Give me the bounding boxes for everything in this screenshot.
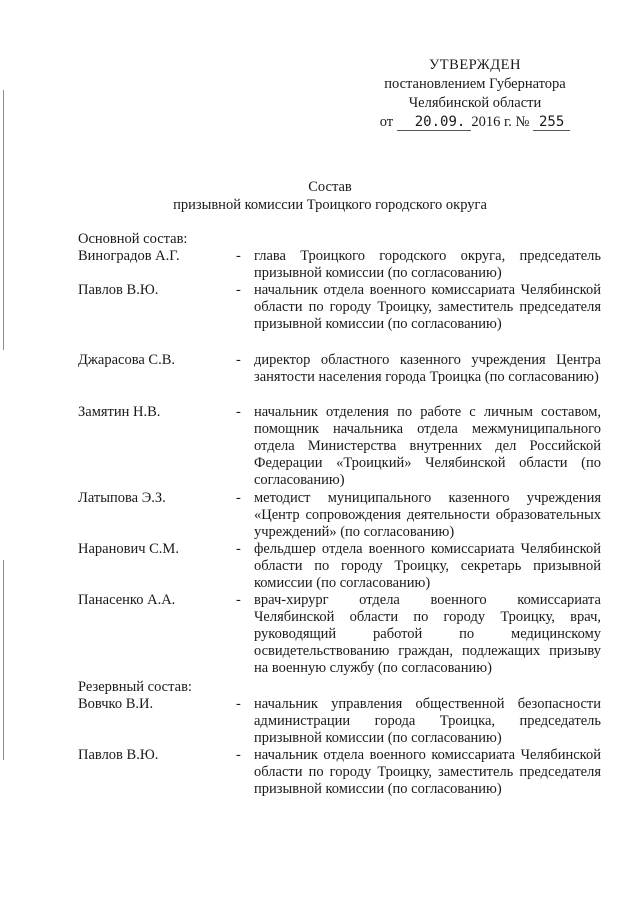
member-name: Павлов В.Ю. — [78, 282, 159, 298]
decree-number: 255 — [533, 114, 570, 131]
member-position: глава Троицкого городского округа, председатель призывной комиссии (по согласованию) — [254, 248, 601, 281]
member-dash: - — [236, 592, 241, 608]
member-position: фельдшер отдела военного комиссариата Челябинской области по городу Троицку, секретарь призывной комиссии (по согласованию) — [254, 541, 601, 591]
member-name: Виноградов А.Г. — [78, 248, 180, 264]
member-dash: - — [236, 352, 241, 368]
member-dash: - — [236, 490, 241, 506]
member-position: врач-хирург отдела военного комиссариата Челябинской области по городу Троицку, врач, руководящий работой по медицинскому освидетельствованию граждан, подлежащих призыву на военную службу (по согласованию) — [254, 592, 601, 676]
member-name: Замятин Н.В. — [78, 404, 161, 420]
member-name: Панасенко А.А. — [78, 592, 176, 608]
member-dash: - — [236, 282, 241, 298]
scan-edge-mark — [3, 90, 4, 350]
member-dash: - — [236, 404, 241, 420]
title-line-2: призывной комиссии Троицкого городского округа — [173, 197, 487, 213]
member-position: методист муниципального казенного учреждения «Центр сопровождения деятельности образовательных учреждений» (по согласованию) — [254, 490, 601, 540]
member-name: Наранович С.М. — [78, 541, 179, 557]
member-dash: - — [236, 541, 241, 557]
approval-block — [360, 56, 590, 132]
title-line-1: Состав — [308, 179, 352, 195]
approval-date-line — [360, 113, 590, 132]
reserve-composition-heading: Резервный состав: — [78, 679, 192, 695]
member-name: Вовчко В.И. — [78, 696, 154, 712]
approval-stamp: УТВЕРЖДЕН — [429, 57, 521, 73]
main-composition-heading: Основной состав: — [78, 231, 188, 247]
member-position: директор областного казенного учреждения Центра занятости населения города Троицка (по согласованию) — [254, 352, 601, 385]
member-dash: - — [236, 747, 241, 763]
decree-year: 2016 г. — [471, 114, 512, 130]
member-name: Джарасова С.В. — [78, 352, 176, 368]
member-position: начальник отделения по работе с личным составом, помощник начальника отдела межмуниципального отдела Министерства внутренних дел Российской Федерации «Троицкий» Челябинской области (по согласованию) — [254, 404, 601, 488]
member-dash: - — [236, 248, 241, 264]
member-dash: - — [236, 696, 241, 712]
number-prefix: № — [515, 114, 530, 130]
decree-date: 20.09. — [397, 114, 472, 131]
member-position: начальник отдела военного комиссариата Челябинской области по городу Троицку, заместитель председателя призывной комиссии (по согласованию) — [254, 747, 601, 797]
member-name: Латыпова Э.З. — [78, 490, 166, 506]
approval-line-1: постановлением Губернатора — [384, 76, 566, 92]
member-position: начальник отдела военного комиссариата Челябинской области по городу Троицку, заместитель председателя призывной комиссии (по согласованию) — [254, 282, 601, 332]
document-title — [80, 178, 580, 214]
date-prefix: от — [379, 114, 394, 130]
member-name: Павлов В.Ю. — [78, 747, 159, 763]
member-position: начальник управления общественной безопасности администрации города Троицка, председатель призывной комиссии (по согласованию) — [254, 696, 601, 746]
approval-line-2: Челябинской области — [408, 95, 542, 111]
scan-edge-mark — [3, 560, 4, 760]
